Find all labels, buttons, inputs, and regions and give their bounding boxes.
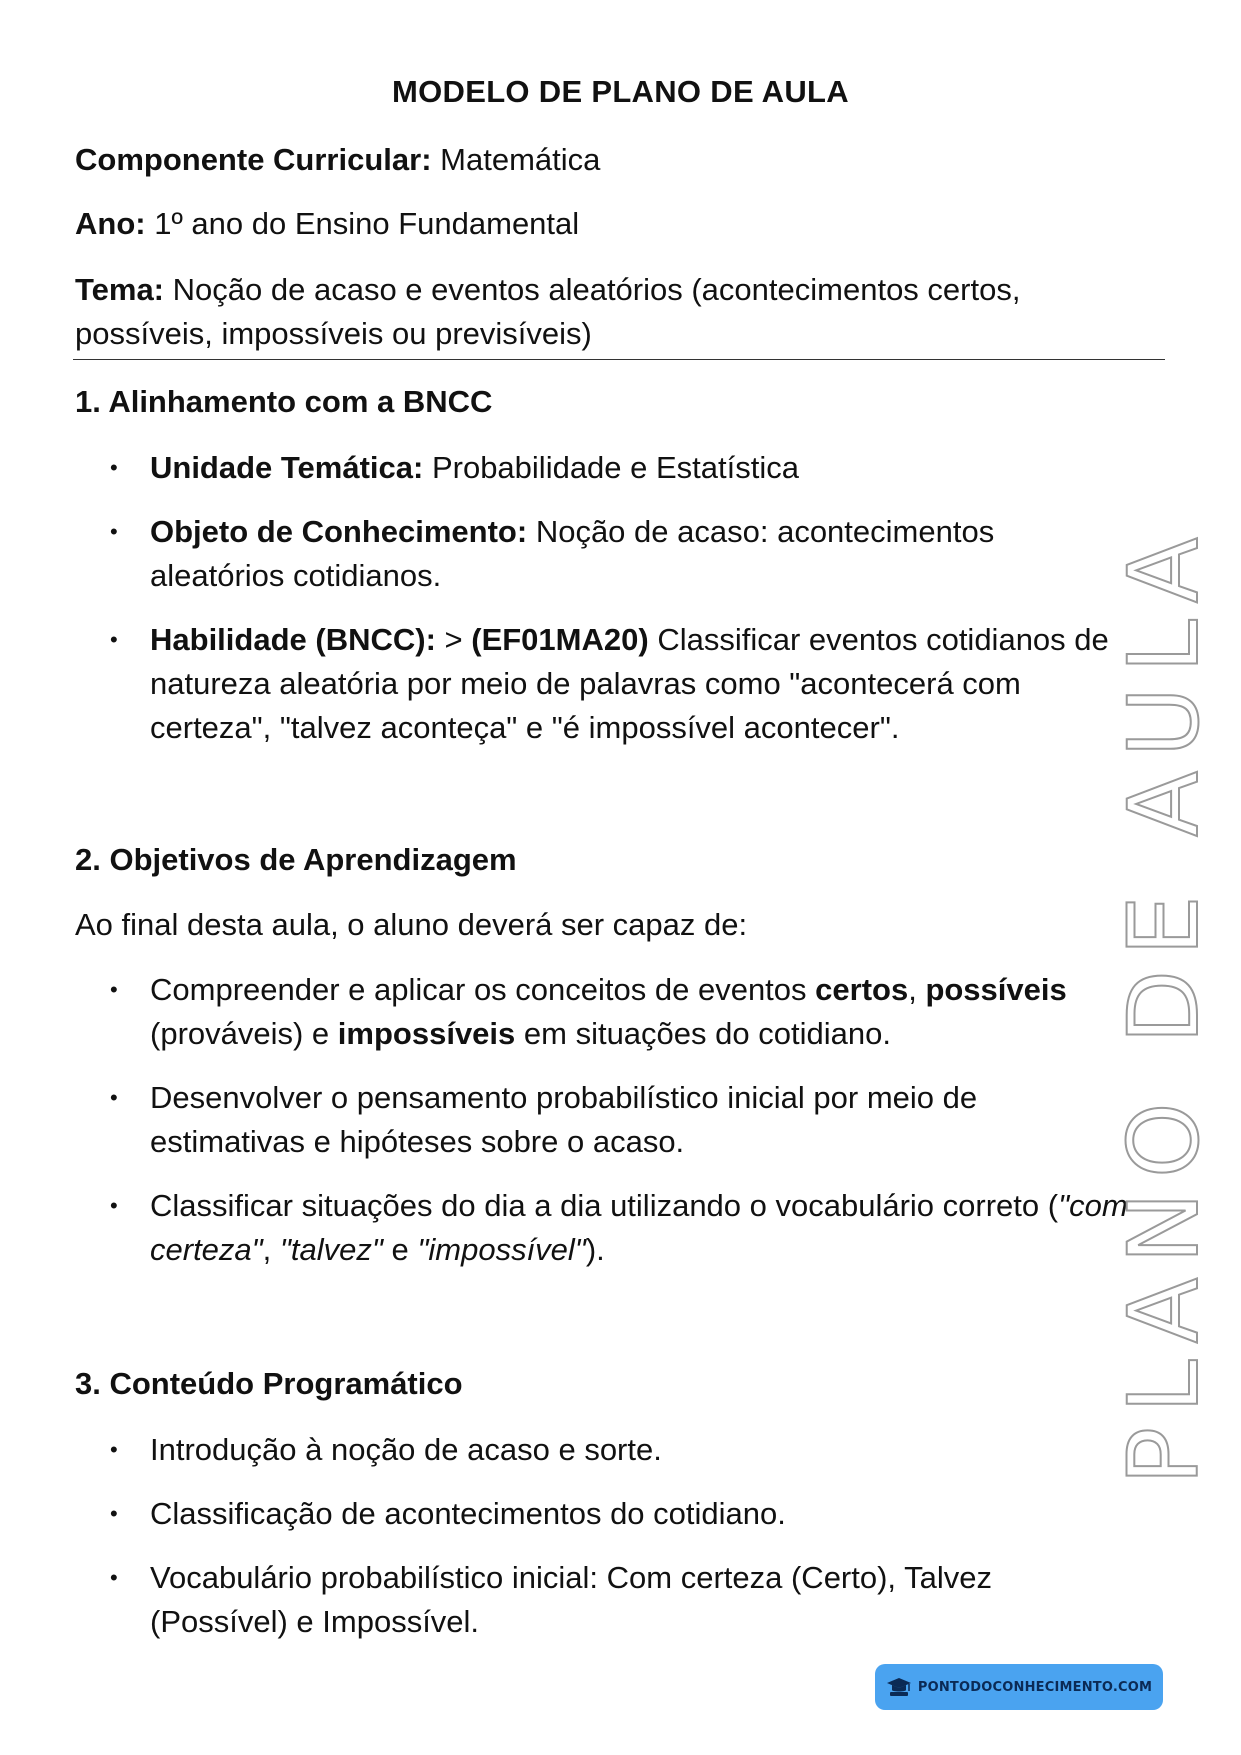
item-text: (prováveis) e (150, 1016, 338, 1051)
item-text: Compreender e aplicar os conceitos de eventos (150, 972, 816, 1007)
list-item (110, 510, 1130, 598)
document-title: MODELO DE PLANO DE AULA (392, 74, 849, 109)
list-item (110, 968, 1130, 1056)
meta-ano (75, 202, 1115, 246)
section2-heading: 2. Objetivos de Aprendizagem (75, 842, 517, 877)
section1-list (110, 446, 1130, 770)
section2-intro: Ao final desta aula, o aluno deverá ser capaz de: (75, 907, 748, 942)
meta-tema-label: Tema: (75, 272, 165, 307)
item-text: Classificação de acontecimentos do cotidiano. (150, 1496, 786, 1531)
item-text: Probabilidade e Estatística (431, 450, 800, 485)
bullet-icon: • (110, 627, 118, 652)
meta-componente-label: Componente Curricular: (75, 142, 432, 177)
section2-list (110, 968, 1130, 1292)
section3-heading: 3. Conteúdo Programático (75, 1366, 463, 1401)
list-item (110, 446, 1130, 490)
graduation-cap-icon (886, 1676, 912, 1698)
meta-tema-value: Noção de acaso e eventos aleatórios (acontecimentos certos, possíveis, impossíveis ou previsíveis) (75, 272, 1021, 351)
item-italic: "impossível" (417, 1232, 586, 1267)
item-label: Habilidade (BNCC): (150, 622, 436, 657)
item-label: Objeto de Conhecimento: (150, 514, 528, 549)
item-text: , (908, 972, 926, 1007)
item-italic: "talvez" (279, 1232, 383, 1267)
item-text: ). (585, 1232, 605, 1267)
bullet-icon: • (110, 1501, 118, 1526)
site-badge[interactable] (875, 1664, 1163, 1710)
item-italic: "com certeza" (150, 1188, 1128, 1267)
header-divider (73, 359, 1165, 360)
section1-heading: 1. Alinhamento com a BNCC (75, 384, 493, 419)
meta-ano-value: 1º ano do Ensino Fundamental (154, 206, 580, 241)
bullet-icon: • (110, 455, 118, 480)
item-text: Vocabulário probabilístico inicial: Com certeza (Certo), Talvez (Possível) e Impossível. (150, 1560, 992, 1639)
meta-tema (75, 268, 1115, 356)
item-label: Unidade Temática: (150, 450, 424, 485)
bullet-icon: • (110, 519, 118, 544)
plano-de-aula-watermark: PLANO DE AULA (1108, 523, 1220, 1485)
item-text: em situações do cotidiano. (515, 1016, 891, 1051)
list-item (110, 1076, 1130, 1164)
item-text: , (262, 1232, 280, 1267)
item-text: Desenvolver o pensamento probabilístico inicial por meio de estimativas e hipóteses sobre o acaso. (150, 1080, 978, 1159)
item-arrow: > (444, 622, 463, 657)
item-text: Classificar situações do dia a dia utilizando o vocabulário correto ( (150, 1188, 1059, 1223)
bullet-icon: • (110, 977, 118, 1002)
meta-ano-label: Ano: (75, 206, 146, 241)
item-bold: possíveis (925, 972, 1067, 1007)
item-text: Noção de acaso: acontecimentos aleatórios cotidianos. (150, 514, 995, 593)
list-item (110, 1556, 1130, 1644)
list-item (110, 1428, 1130, 1472)
bullet-icon: • (110, 1437, 118, 1462)
list-item (110, 1184, 1130, 1272)
bullet-icon: • (110, 1085, 118, 1110)
item-bold: certos (815, 972, 909, 1007)
site-name: PONTODOCONHECIMENTO.COM (917, 1679, 1153, 1695)
item-text: Introdução à noção de acaso e sorte. (150, 1432, 662, 1467)
item-text: e (382, 1232, 418, 1267)
item-bold: impossíveis (337, 1016, 516, 1051)
item-code: (EF01MA20) (471, 622, 649, 657)
meta-componente (75, 138, 1115, 182)
list-item (110, 1492, 1130, 1536)
item-text: Classificar eventos cotidianos de natureza aleatória por meio de palavras como "acontecerá com certeza", "talvez aconteça" e "é impossível acontecer". (150, 622, 1109, 745)
list-item (110, 618, 1130, 750)
bullet-icon: • (110, 1193, 118, 1218)
meta-componente-value: Matemática (440, 142, 601, 177)
section3-list (110, 1428, 1130, 1664)
bullet-icon: • (110, 1565, 118, 1590)
